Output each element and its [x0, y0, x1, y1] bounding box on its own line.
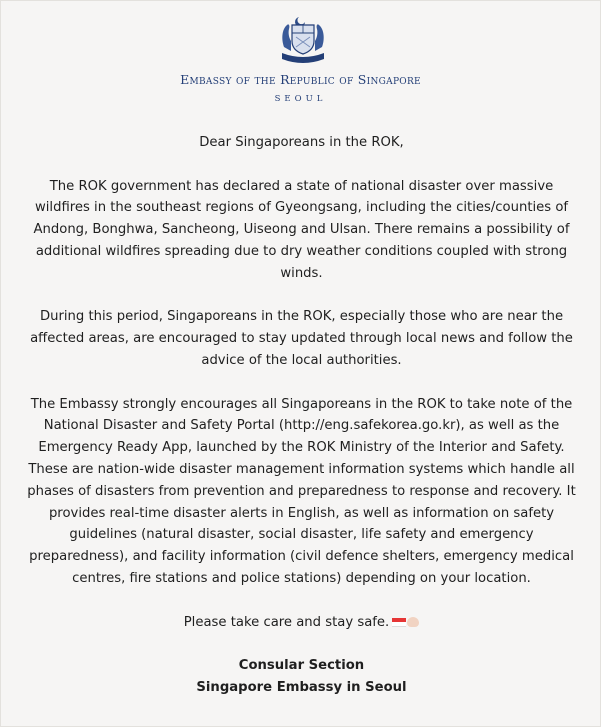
- embassy-city: SEOUL: [274, 94, 327, 104]
- paragraph-stay-updated: During this period, Singaporeans in the ROK, especially those who are near the affected areas, are encouraged to stay updated through local news and follow the advice of the local authorities.: [30, 309, 573, 368]
- signature-organisation: Singapore Embassy in Seoul: [196, 679, 407, 695]
- paragraph-wildfire-declaration: The ROK government has declared a state of national disaster over massive wildfires in the southeast regions of Gyeongsang, including the cities/counties of Andong, Bonghwa, Sancheong, Uiseong and Ulsan. There remains a possibility of additional wildfires spreading due to dry weather conditions coupled with strong winds.: [33, 178, 570, 281]
- closing-line: [21, 612, 582, 634]
- paragraph-safety-portal: The Embassy strongly encourages all Singaporeans in the ROK to take note of the National Disaster and Safety Portal (http://eng.safekorea.go.kr), as well as the Emergency Ready App, launched by the ROK Ministry of the Interior and Safety. These are nation-wide disaster management information systems which handle all phases of disasters from prevention and preparedness to response and recovery. It provides real-time disaster alerts in English, as well as information on safety guidelines (natural disaster, social disaster, life safety and emergency preparedness), and facility information (civil defence shelters, emergency medical centres, fire stations and police stations) depending on your location.: [27, 396, 576, 586]
- salutation: Dear Singaporeans in the ROK,: [199, 135, 404, 150]
- singapore-flag-icon: [392, 618, 406, 627]
- letter-body: [21, 132, 582, 699]
- singapore-coat-of-arms-icon: [278, 11, 328, 67]
- folded-hands-icon: [407, 617, 419, 627]
- embassy-name: Embassy of the Republic of Singapore: [180, 72, 421, 87]
- signature-block: [21, 655, 582, 699]
- closing-text: Please take care and stay safe.: [183, 614, 390, 630]
- signature-department: Consular Section: [238, 658, 365, 674]
